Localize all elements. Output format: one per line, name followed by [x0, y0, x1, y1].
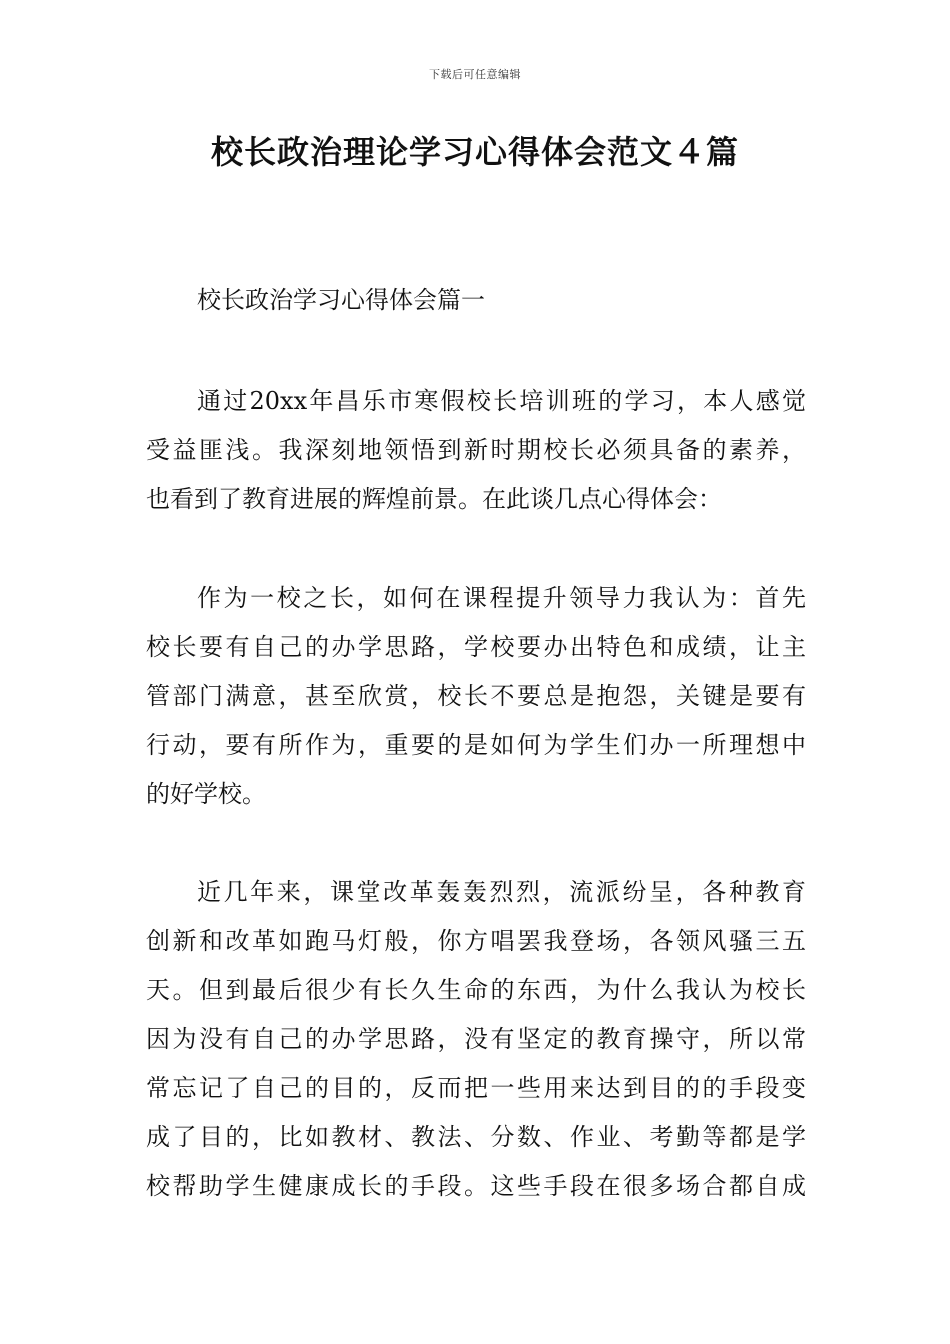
paragraph-line: 常忘记了自己的目的，反而把一些用来达到目的的手段变 [146, 1074, 806, 1102]
paragraph-line: 管部门满意，甚至欣赏，校长不要总是抱怨，关键是要有 [146, 682, 806, 710]
paragraph-line: 的好学校。 [146, 780, 266, 808]
paragraph-line: 校帮助学生健康成长的手段。这些手段在很多场合都自成 [146, 1172, 806, 1200]
document-title: 校长政治理论学习心得体会范文４篇 [210, 133, 739, 171]
paragraph-1 [146, 377, 806, 524]
paragraph-2 [146, 574, 806, 819]
paragraph-line: 行动，要有所作为，重要的是如何为学生们办一所理想中 [146, 731, 806, 759]
paragraph-line: 创新和改革如跑马灯般，你方唱罢我登场，各领风骚三五 [146, 927, 806, 955]
paragraph-line: 校长要有自己的办学思路，学校要办出特色和成绩，让主 [146, 633, 806, 661]
section-heading: 校长政治学习心得体会篇一 [197, 286, 485, 314]
header-note: 下载后可任意编辑 [429, 68, 521, 81]
paragraph-line: 近几年来，课堂改革轰轰烈烈，流派纷呈，各种教育 [197, 878, 806, 906]
paragraph-line: 受益匪浅。我深刻地领悟到新时期校长必须具备的素养， [146, 436, 806, 464]
paragraph-line: 通过20xx年昌乐市寒假校长培训班的学习，本人感觉 [197, 387, 806, 415]
paragraph-line: 作为一校之长，如何在课程提升领导力我认为：首先 [197, 584, 806, 612]
paragraph-3 [146, 868, 806, 1211]
paragraph-line: 天。但到最后很少有长久生命的东西，为什么我认为校长 [146, 976, 806, 1004]
paragraph-line: 成了目的，比如教材、教法、分数、作业、考勤等都是学 [146, 1123, 806, 1151]
paragraph-line: 也看到了教育进展的辉煌前景。在此谈几点心得体会： [146, 485, 722, 513]
paragraph-line: 因为没有自己的办学思路，没有坚定的教育操守，所以常 [146, 1025, 806, 1053]
